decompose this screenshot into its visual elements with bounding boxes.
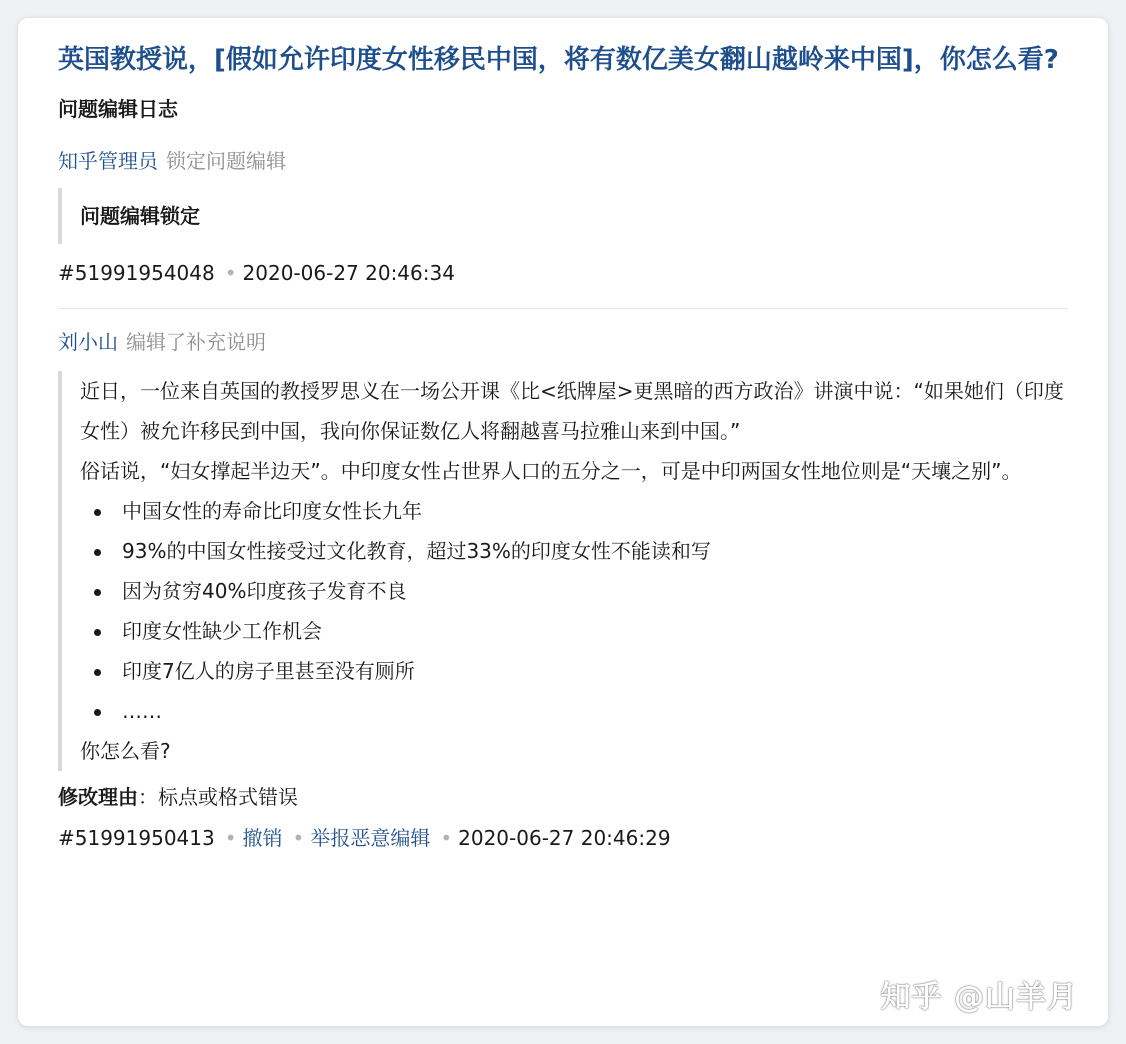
report-malicious-edit-link[interactable]: 举报恶意编辑 (310, 826, 431, 850)
separator-dot: • (224, 826, 237, 850)
entry-divider (58, 308, 1068, 309)
list-item-text: 印度女性缺少工作机会 (122, 619, 322, 643)
bullet-icon (94, 629, 101, 636)
list-item (80, 491, 1068, 531)
bullet-icon (94, 669, 101, 676)
log-entry-edit (58, 327, 1068, 853)
content-closing: 你怎么看? (80, 739, 171, 763)
user-link-admin[interactable]: 知乎管理员 (58, 149, 158, 173)
entry-meta (58, 823, 1068, 853)
bullet-icon (94, 709, 101, 716)
lock-notice: 问题编辑锁定 (80, 204, 200, 228)
entry-action: 编辑了补充说明 (126, 330, 266, 354)
list-item-text: …… (122, 699, 162, 723)
list-item (80, 571, 1068, 611)
edit-log-content (58, 36, 1068, 853)
content-paragraph: 近日，一位来自英国的教授罗思义在一场公开课《比<纸牌屋>更黑暗的西方政治》讲演中说：“如果她们（印度女性）被允许移民到中国，我向你保证数亿人将翻越喜马拉雅山来到中国。” (80, 379, 1064, 443)
list-item (80, 611, 1068, 651)
list-item-text: 中国女性的寿命比印度女性长九年 (122, 499, 422, 523)
entry-header (58, 327, 1068, 357)
bullet-icon (94, 509, 101, 516)
entry-time: 2020-06-27 20:46:34 (242, 261, 455, 285)
list-item (80, 531, 1068, 571)
watermark: 知乎 @山羊月 (880, 980, 1078, 1015)
edit-log-card (18, 18, 1108, 1026)
list-item-text: 因为贫穷40%印度孩子发育不良 (122, 579, 407, 603)
list-item (80, 691, 1068, 731)
separator-dot: • (224, 261, 237, 285)
entry-quote (58, 371, 1068, 771)
separator-dot: • (292, 826, 305, 850)
user-link-liuxiaoshan[interactable]: 刘小山 (58, 330, 118, 354)
log-entry-lock (58, 146, 1068, 288)
list-item-text: 93%的中国女性接受过文化教育，超过33%的印度女性不能读和写 (122, 539, 711, 563)
entry-id: #51991950413 (58, 826, 215, 850)
list-item-text: 印度7亿人的房子里甚至没有厕所 (122, 659, 415, 683)
entry-id: #51991954048 (58, 261, 215, 285)
content-paragraph: 俗话说，“妇女撑起半边天”。中印度女性占世界人口的五分之一，可是中印两国女性地位则是“天壤之别”。 (80, 459, 1022, 483)
bullet-icon (94, 549, 101, 556)
entry-time: 2020-06-27 20:46:29 (458, 826, 671, 850)
content-list (80, 491, 1068, 731)
edit-log-heading: 问题编辑日志 (58, 97, 178, 121)
question-title[interactable]: 英国教授说，[假如允许印度女性移民中国，将有数亿美女翻山越岭来中国]，你怎么看? (58, 45, 1059, 75)
undo-link[interactable]: 撤销 (242, 826, 283, 850)
list-item (80, 651, 1068, 691)
bullet-icon (94, 589, 101, 596)
reason-label: 修改理由 (58, 785, 138, 809)
separator-dot: • (440, 826, 453, 850)
entry-header (58, 146, 1068, 176)
supplement-content (80, 371, 1068, 771)
entry-meta (58, 258, 1068, 288)
reason-text: 标点或格式错误 (158, 785, 298, 809)
entry-action: 锁定问题编辑 (166, 149, 286, 173)
edit-reason (58, 777, 1068, 817)
entry-quote (58, 188, 1068, 244)
reason-separator: ： (138, 785, 158, 809)
